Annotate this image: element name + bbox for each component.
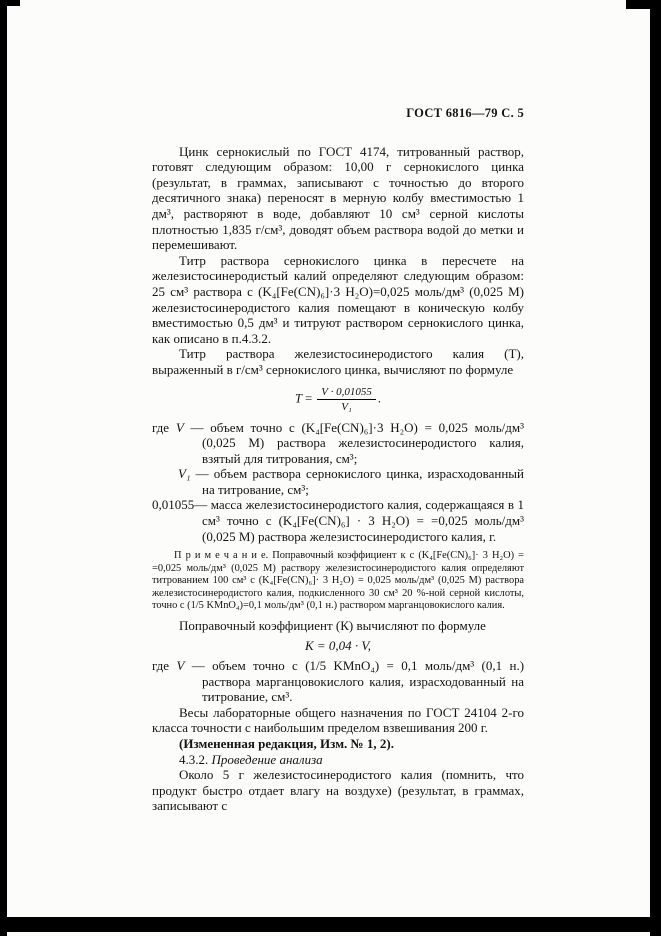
where-term: 0,01055 — [152, 497, 195, 513]
scan-mark-top-left — [7, 0, 20, 6]
where-dash: — — [190, 419, 204, 435]
where-text: объем раствора сернокислого цинка, израсходованный на титрование, см³; — [202, 466, 525, 497]
where-prefix: где — [152, 657, 170, 673]
paragraph-analysis-start: Около 5 г железистосинеродистого калия (помнить, что продукт быстро отдает влагу на воздухе) (результат, в граммах, записывают с — [152, 767, 524, 814]
page-header: ГОСТ 6816—79 С. 5 — [406, 106, 524, 120]
where-term: V₁ — [178, 466, 191, 482]
where-dash: — — [194, 497, 208, 513]
paragraph-scales: Весы лабораторные общего назначения по ГОСТ 24104 2-го класса точности с наибольшим пределом взвешивания 200 г. — [152, 704, 524, 736]
fraction — [317, 386, 376, 413]
paragraph-amended-edition: (Измененная редакция, Изм. № 1, 2). — [179, 735, 394, 751]
where-item-kmno4 — [152, 658, 524, 705]
where-text: объем точно с (K₄[Fe(CN)₆]·3 H₂O) = 0,025 моль/дм³ (0,025 М) раствора железистосинеродистого калия, взятый для титрования, см³; — [202, 419, 524, 466]
section-title: Проведение анализа — [211, 751, 323, 767]
where-prefix: где — [152, 419, 170, 435]
formula-period: . — [377, 390, 381, 405]
scan-mark-top-right — [626, 0, 652, 9]
where-item-v1 — [152, 466, 524, 497]
paragraph-titre-formula-intro: Титр раствора железистосинеродистого калия (Т), выраженный в г/см³ сернокислого цинка, вычисляют по формуле — [152, 346, 524, 377]
formula-correction: К = 0,04 · V, — [305, 638, 371, 654]
note-correction-coefficient: П р и м е ч а н и е. Поправочный коэффициент к с (K₄[Fe(CN)₆]· 3 H₂O) = =0,025 моль/дм³ (0,025 М) раствору железистосинеродистого калия определяют титрованием 100 см³ с (K₄[Fe(CN)₆]· 3 H₂O) = 0,025 моль/дм³ (0,025 М) раствора железистосинеродистого калия, подкисленного 30 см³ 20 %-ной серной кислоты, точно с (1/5 KMnO₄)=0,1 моль/дм³ (0,1 н.) раствором марганцовокислого калия. — [152, 550, 524, 612]
paragraph-titre-determination: Титр раствора сернокислого цинка в пересчете на железистосинеродистый калий определяют следующим образом: 25 см³ раствора с (K₄[Fe(CN)₆]·3 H₂O)=0,025 моль/дм³ (0,025 М) железистосинеродистого калия помещают в коническую колбу вместимостью 0,5 дм³ и титруют раствором сернокислого цинка, как описано в п.4.3.2. — [152, 252, 524, 346]
fraction-numerator: V · 0,01055 — [317, 386, 376, 400]
section-number: 4.3.2. — [179, 751, 209, 767]
where-item-v — [152, 420, 524, 467]
paragraph-zinc-solution: Цинк сернокислый по ГОСТ 4174, титрованный раствор, готовят следующим образом: 10,00 г сернокислого цинка (результат, в граммах, записывают с точностью до второго десятичного знака) переносят в мерную колбу вместимостью 1 дм³, растворяют в воде, добавляют 10 см³ серной кислоты плотностью 1,835 г/см³, доводят объем раствора водой до метки и перемешивают. — [152, 143, 524, 253]
scan-edge-right — [650, 0, 661, 936]
where-dash: — — [195, 466, 209, 482]
scan-edge-bottom — [6, 917, 652, 932]
fraction-denominator: V₁ — [341, 400, 352, 413]
where-text: объем точно с (1/5 KMnO₄) = 0,1 моль/дм³ (0,1 н.) раствора марганцовокислого калия, израсходованный на титрование, см³. — [202, 657, 525, 705]
where-term: V — [176, 657, 185, 673]
where-text: масса железистосинеродистого калия, содержащаяся в 1 см³ точно с (K₄[Fe(CN)₆] · 3 H₂O) = =0,025 моль/дм³ (0,025 М) раствора железистосинеродистого калия, г. — [202, 497, 524, 544]
formula-lhs: T — [295, 390, 302, 405]
formula-equals: = — [305, 390, 313, 405]
formula-titre — [152, 386, 524, 413]
where-dash: — — [191, 657, 205, 673]
where-item-mass — [152, 497, 524, 544]
where-term: V — [175, 419, 184, 435]
paragraph-correction-intro: Поправочный коэффициент (К) вычисляют по формуле — [179, 617, 486, 633]
section-heading-432 — [152, 752, 524, 768]
where-definitions — [152, 420, 524, 545]
scan-edge-left — [0, 0, 7, 936]
document-page — [152, 106, 524, 814]
